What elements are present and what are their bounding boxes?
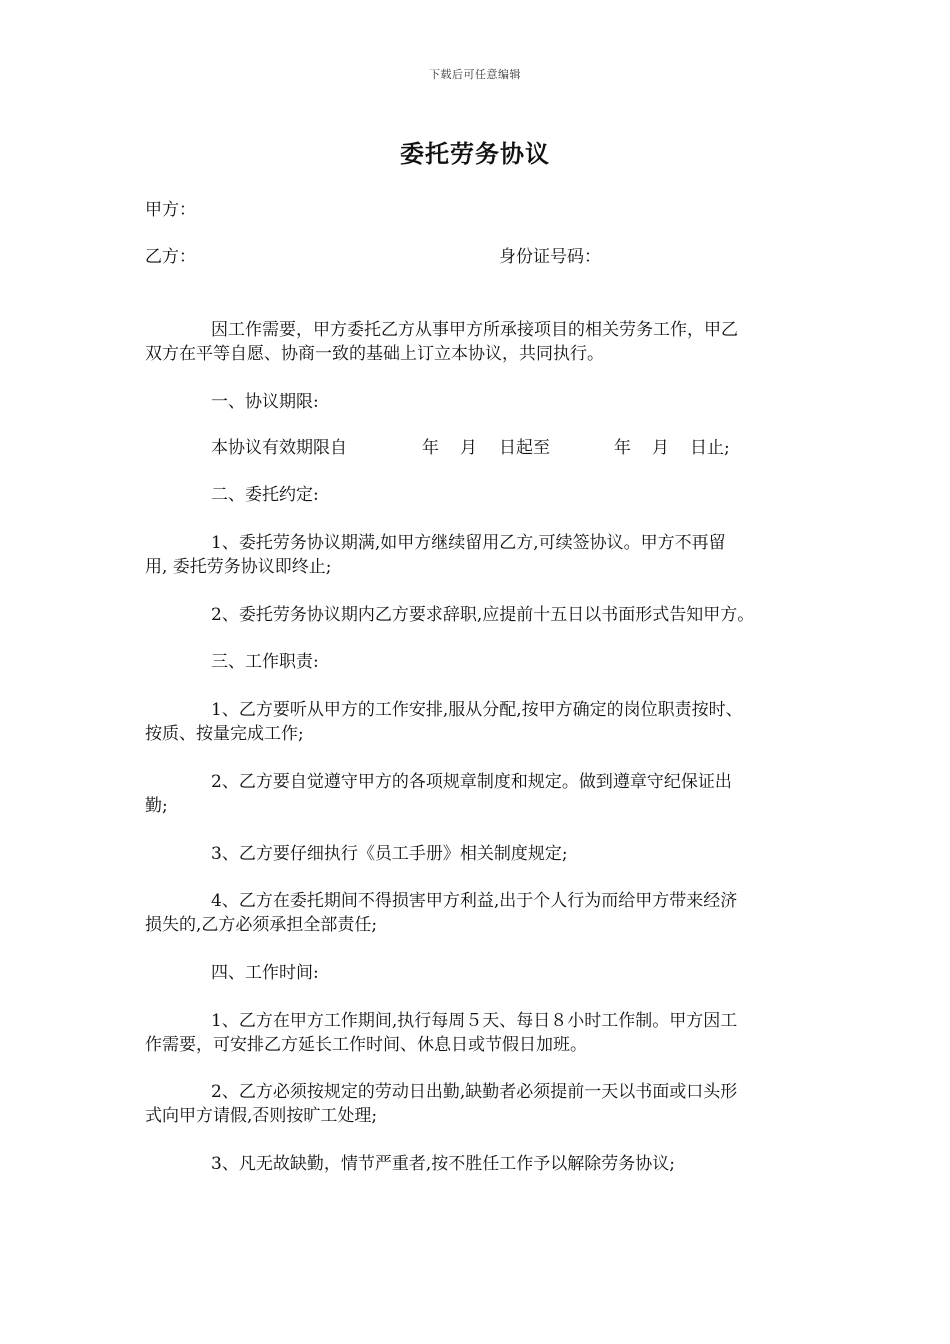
section-4-item-1-line-1: 1、乙方在甲方工作期间,执行每周５天、每日８小时工作制。甲方因工 — [211, 1011, 738, 1031]
section-4-item-2 — [145, 1080, 805, 1128]
section-4-item-2-line-2: 式向甲方请假,否则按旷工处理; — [145, 1106, 378, 1126]
section-2-item-1-line-2: 用, 委托劳务协议即终止; — [145, 557, 332, 577]
section-4-item-3: 3、凡无故缺勤，情节严重者,按不胜任工作予以解除劳务协议; — [211, 1154, 675, 1174]
section-4-item-1-line-2: 作需要，可安排乙方延长工作时间、休息日或节假日加班。 — [145, 1035, 587, 1055]
section-4-item-1 — [145, 1009, 805, 1057]
term-prefix: 本协议有效期限自 — [211, 438, 347, 458]
section-3-item-4-line-1: 4、乙方在委托期间不得损害甲方利益,出于个人行为而给甲方带来经济 — [211, 891, 738, 911]
section-4-item-2-line-1: 2、乙方必须按规定的劳动日出勤,缺勤者必须提前一天以书面或口头形 — [211, 1082, 738, 1102]
party-a-label: 甲方： — [145, 200, 196, 220]
section-3-item-3: 3、乙方要仔细执行《员工手册》相关制度规定; — [211, 844, 568, 864]
section-3-item-2-line-2: 勤; — [145, 796, 168, 816]
term-end-year: 年 — [614, 438, 631, 458]
section-3-item-2-line-1: 2、乙方要自觉遵守甲方的各项规章制度和规定。做到遵章守纪保证出 — [211, 772, 732, 792]
intro-line-1: 因工作需要，甲方委托乙方从事甲方所承接项目的相关劳务工作，甲乙 — [211, 320, 738, 340]
section-2-heading: 二、委托约定: — [211, 485, 319, 505]
id-number-label: 身份证号码： — [499, 247, 601, 267]
section-3-item-2 — [145, 770, 805, 818]
term-end-month: 月 — [652, 438, 669, 458]
term-end-day: 日止; — [690, 438, 730, 458]
header-note: 下载后可任意编辑 — [429, 68, 521, 81]
intro-paragraph — [145, 318, 805, 366]
term-start-day: 日起至 — [499, 438, 550, 458]
section-4-heading: 四、工作时间: — [211, 963, 319, 983]
term-start-month: 月 — [460, 438, 477, 458]
section-3-item-4-line-2: 损失的,乙方必须承担全部责任; — [145, 915, 378, 935]
intro-line-2: 双方在平等自愿、协商一致的基础上订立本协议，共同执行。 — [145, 344, 604, 364]
section-3-heading: 三、工作职责: — [211, 652, 319, 672]
section-3-item-1 — [145, 698, 805, 746]
section-3-item-1-line-2: 按质、按量完成工作; — [145, 724, 304, 744]
section-3-item-1-line-1: 1、乙方要听从甲方的工作安排,服从分配,按甲方确定的岗位职责按时、 — [211, 700, 743, 720]
document-title: 委托劳务协议 — [400, 139, 550, 168]
section-1-heading: 一、协议期限: — [211, 392, 319, 412]
party-b-label: 乙方： — [145, 247, 196, 267]
section-2-item-1 — [145, 531, 805, 579]
section-3-item-4 — [145, 889, 805, 937]
section-2-item-1-line-1: 1、委托劳务协议期满,如甲方继续留用乙方,可续签协议。甲方不再留 — [211, 533, 726, 553]
section-2-item-2: 2、委托劳务协议期内乙方要求辞职,应提前十五日以书面形式告知甲方。 — [211, 605, 755, 625]
term-start-year: 年 — [422, 438, 439, 458]
